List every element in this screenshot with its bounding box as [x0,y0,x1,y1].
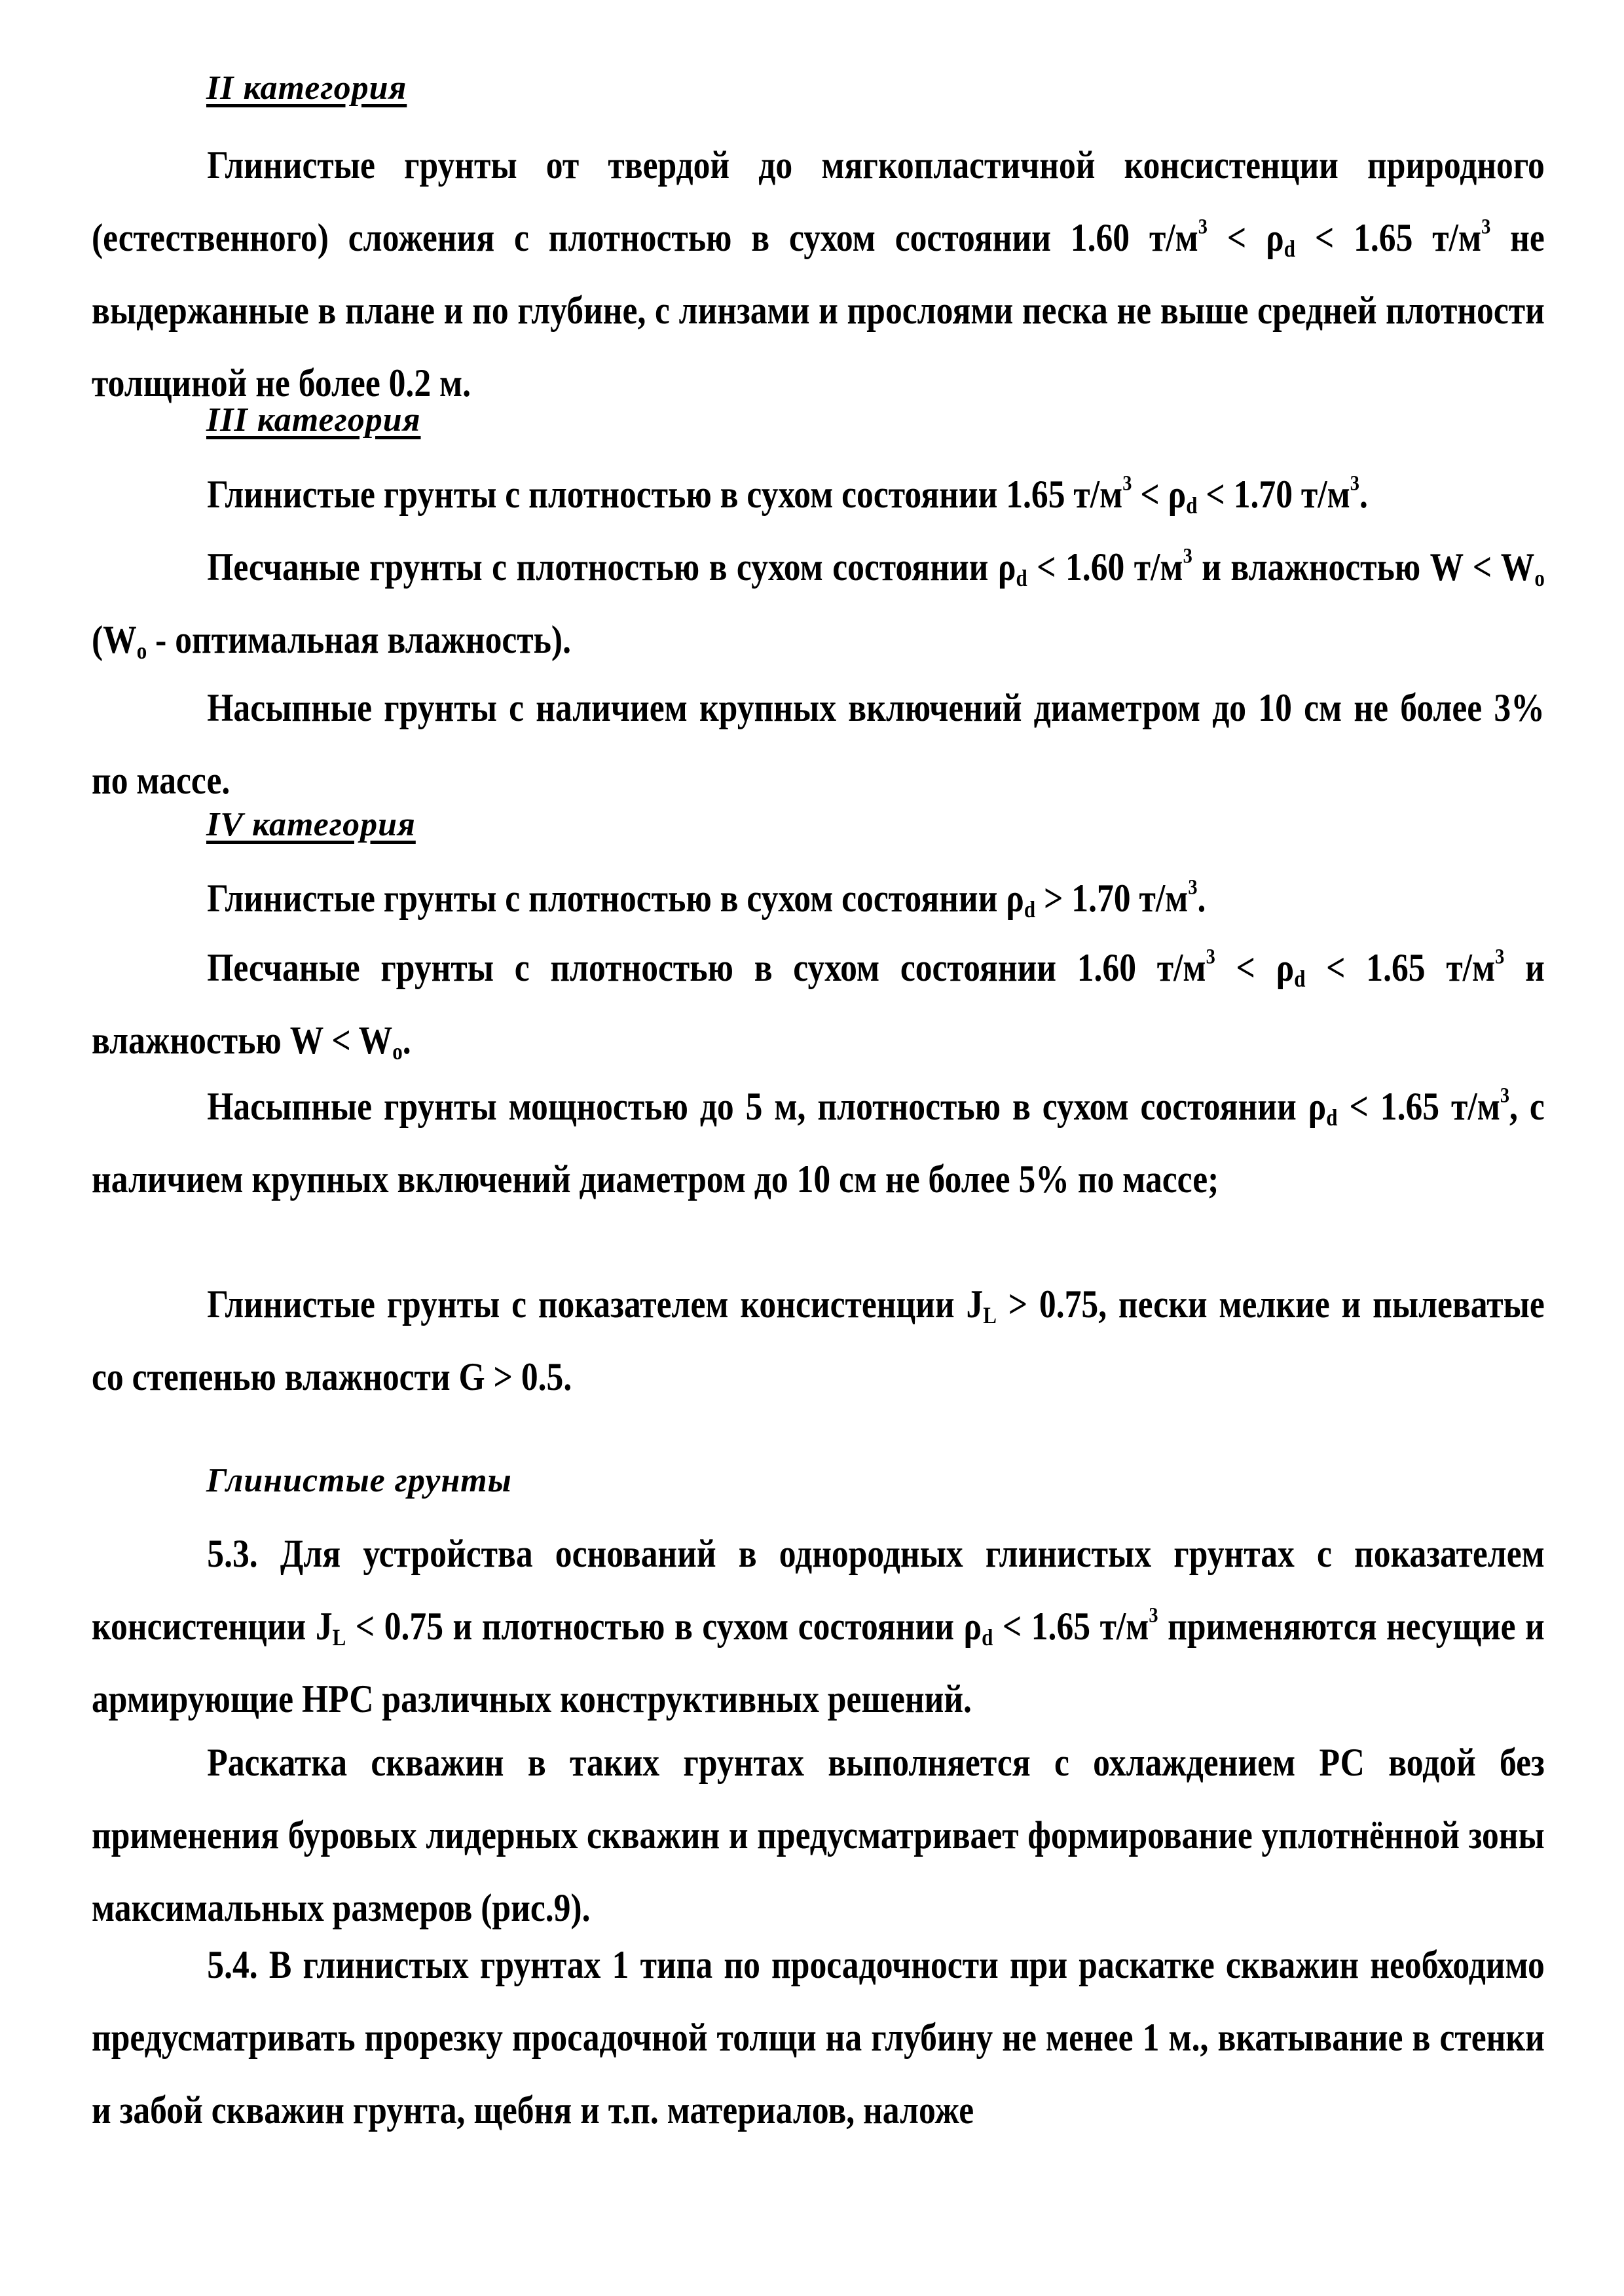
paragraph: Насыпные грунты с наличием крупных включений диаметром до 10 см не более 3% по массе. [92,686,1545,802]
paragraph: Глинистые грунты от твердой до мягкопластичной консистенции природного (естественного) сложения с плотностью в сухом состоянии 1.60 $т/м^3 < \rho_d < 1.65$ $т/м^3$ не выдержанные в плане и по глубине, с линзами и прослоями песка не выше средней плотности толщиной не более 0.2 м. [92,143,1545,405]
paragraph: Песчаные грунты с плотностью в сухом состоянии $\rho_d < 1.60$ $т/м^3$ и влажностью $W < W_o$ ($W_o$ - оптимальная влажность). [92,544,1545,664]
paragraph: 5.4. В глинистых грунтах 1 типа по просадочности при раскатке скважин необходимо предусматривать прорезку просадочной толщи на глубину не менее 1 м., вкатывание в стенки и забой скважин грунта, щебня и т.п. материалов, наложе [92,1943,1545,2132]
paragraph: Глинистые грунты с плотностью в сухом состоянии 1.65 $т/м^3 < \rho_d < 1.70$ $т/м^3$. [207,471,1368,519]
paragraph: Глинистые грунты с показателем консистенции $J_L > 0.75$, пески мелкие и пылеватые со степенью влажности G > 0.5. [92,1283,1545,1398]
paragraph: Глинистые грунты с плотностью в сухом состоянии $\rho_d > 1.70$ $т/м^3$. [207,875,1206,922]
paragraph: Раскатка скважин в таких грунтах выполняется с охлаждением РС водой без применения буровых лидерных скважин и предусматривает формирование уплотнённой зоны максимальных размеров (рис.9). [92,1741,1545,1929]
heading-clay-soils: Глинистые грунты [206,1462,512,1499]
paragraph: 5.3. Для устройства оснований в однородных глинистых грунтах с показателем консистенции $J_L < 0.75$ и плотностью в сухом состоянии $\rho_d < 1.65$ $т/м^3$ применяются несущие и армирующие НРС различных конструктивных решений. [92,1532,1545,1721]
paragraph: Песчаные грунты с плотностью в сухом состоянии 1.60 $т/м^3 < \rho_d < 1.65$ $т/м^3$ и влажностью $W < W_o$. [92,945,1545,1065]
heading-category-4: IV категория [206,806,416,843]
heading-category-2: II категория [206,69,407,107]
paragraph: Насыпные грунты мощностью до 5 м, плотностью в сухом состоянии $\rho_d < 1.65$ $т/м^3$, с наличием крупных включений диаметром до 10 см не более 5% по массе; [92,1084,1545,1201]
heading-category-3: III категория [206,401,421,439]
